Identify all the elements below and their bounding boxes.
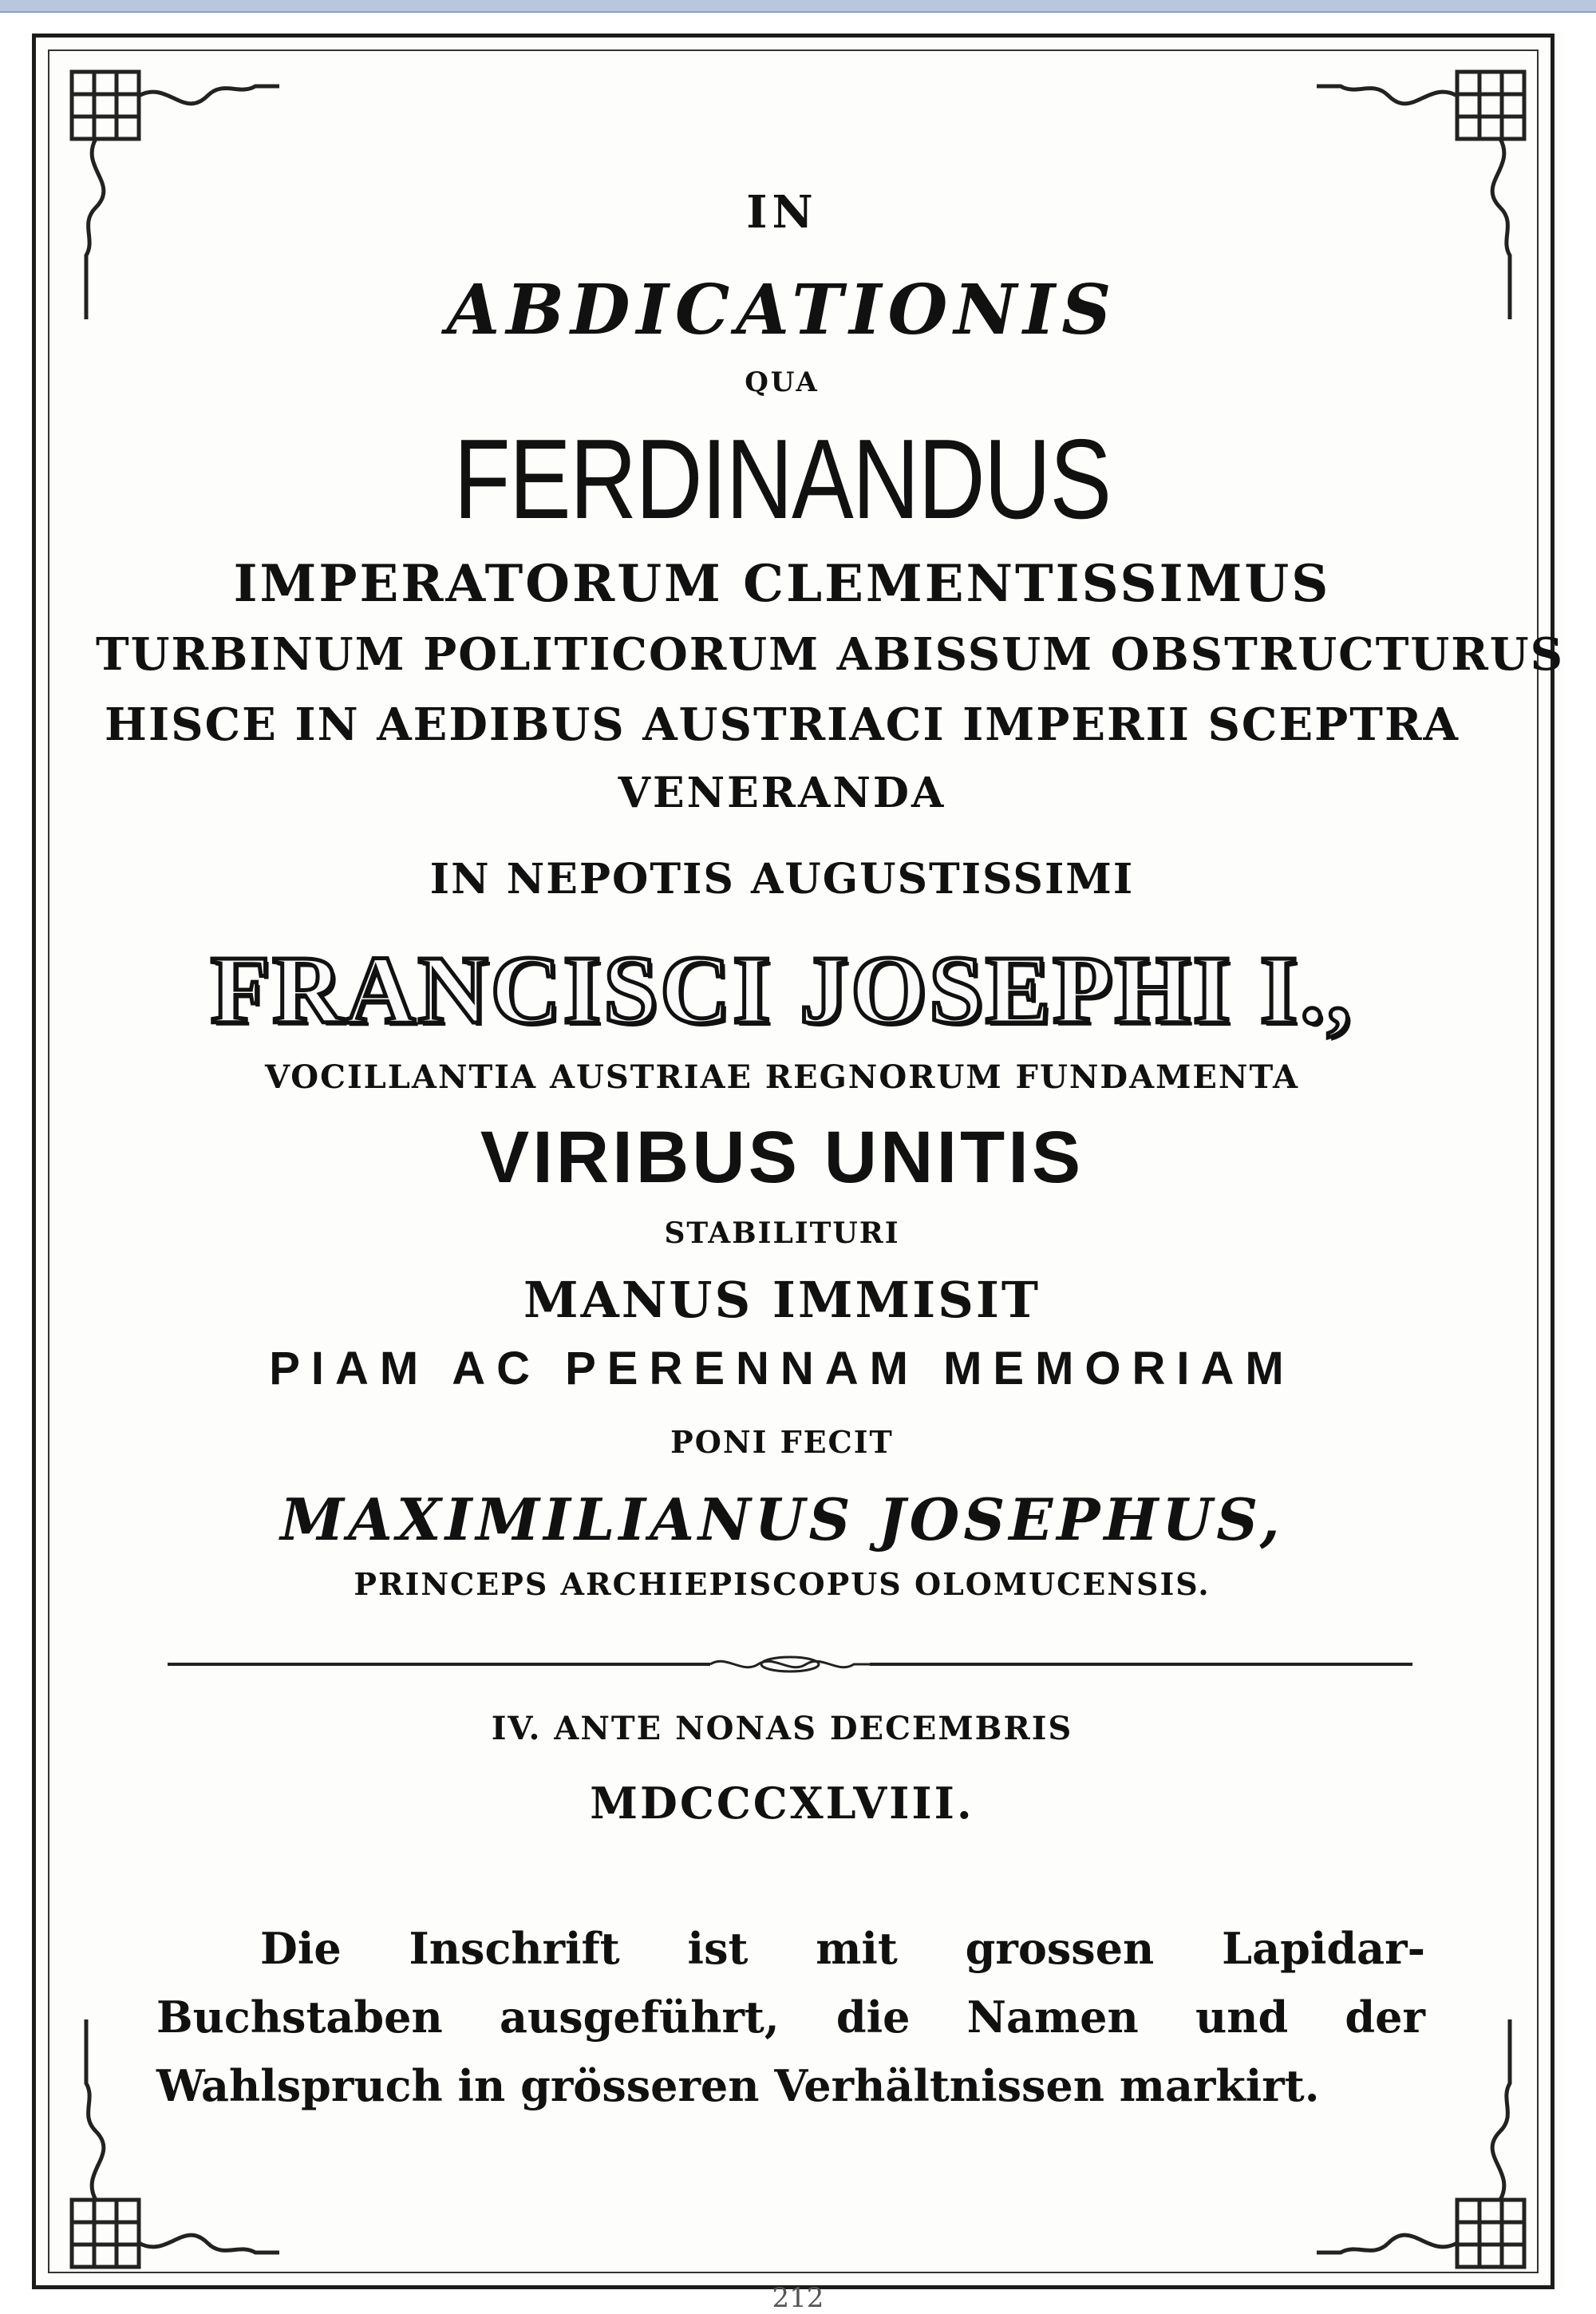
inscription-line-qua: QUA	[745, 366, 820, 398]
inscription-line-francisci: FRANCISCI JOSEPHI I.,	[210, 936, 1354, 1044]
inscription-line-veneranda: VENERANDA	[618, 769, 946, 817]
inscription-line-viribus: VIRIBUS UNITIS	[480, 1117, 1084, 1198]
inscription-line-turbinum: TURBINUM POLITICORUM ABISSUM OBSTRUCTURUS	[96, 628, 1565, 681]
note-paragraph: Die Inschrift ist mit grossen Lapidar-Buchstaben ausgeführt, die Namen und der Wahlspruch in grösseren Verhältnissen markirt.	[156, 1923, 1425, 2111]
inscription-line-imperatorum: IMPERATORUM CLEMENTISSIMUS	[233, 554, 1331, 614]
inscription-line-vocillantia: VOCILLANTIA AUSTRIAE REGNORUM FUNDAMENTA	[264, 1058, 1300, 1096]
inscription-line-poni: PONI FECIT	[670, 1424, 894, 1460]
inscription-line-manus: MANUS IMMISIT	[523, 1271, 1041, 1329]
inscription-line-ferdinandus: FERDINANDUS	[453, 416, 1111, 543]
inscription-line-princeps: PRINCEPS ARCHIEPISCOPUS OLOMUCENSIS.	[354, 1566, 1211, 1602]
date-year: MDCCCXLVIII.	[590, 1778, 974, 1829]
ornamental-divider	[168, 1652, 1412, 1676]
inscription-line-in: IN	[746, 186, 818, 239]
inscription-line-piam: PIAM AC PERENNAM MEMORIAM	[269, 1343, 1295, 1394]
inscription-line-stabilituri: STABILITURI	[664, 1216, 900, 1250]
inscription-line-hisce: HISCE IN AEDIBUS AUSTRIACI IMPERII SCEPTRA	[105, 698, 1460, 751]
page-number: 212	[772, 2282, 824, 2314]
viewer-top-bar	[0, 0, 1596, 13]
inscription-line-nepotis: IN NEPOTIS AUGUSTISSIMI	[429, 855, 1135, 904]
inscription-line-abdicationis: ABDICATIONIS	[446, 270, 1118, 350]
inscription-line-maximilianus: MAXIMILIANUS JOSEPHUS,	[280, 1485, 1284, 1553]
date-day: IV. ANTE NONAS DECEMBRIS	[491, 1710, 1073, 1747]
